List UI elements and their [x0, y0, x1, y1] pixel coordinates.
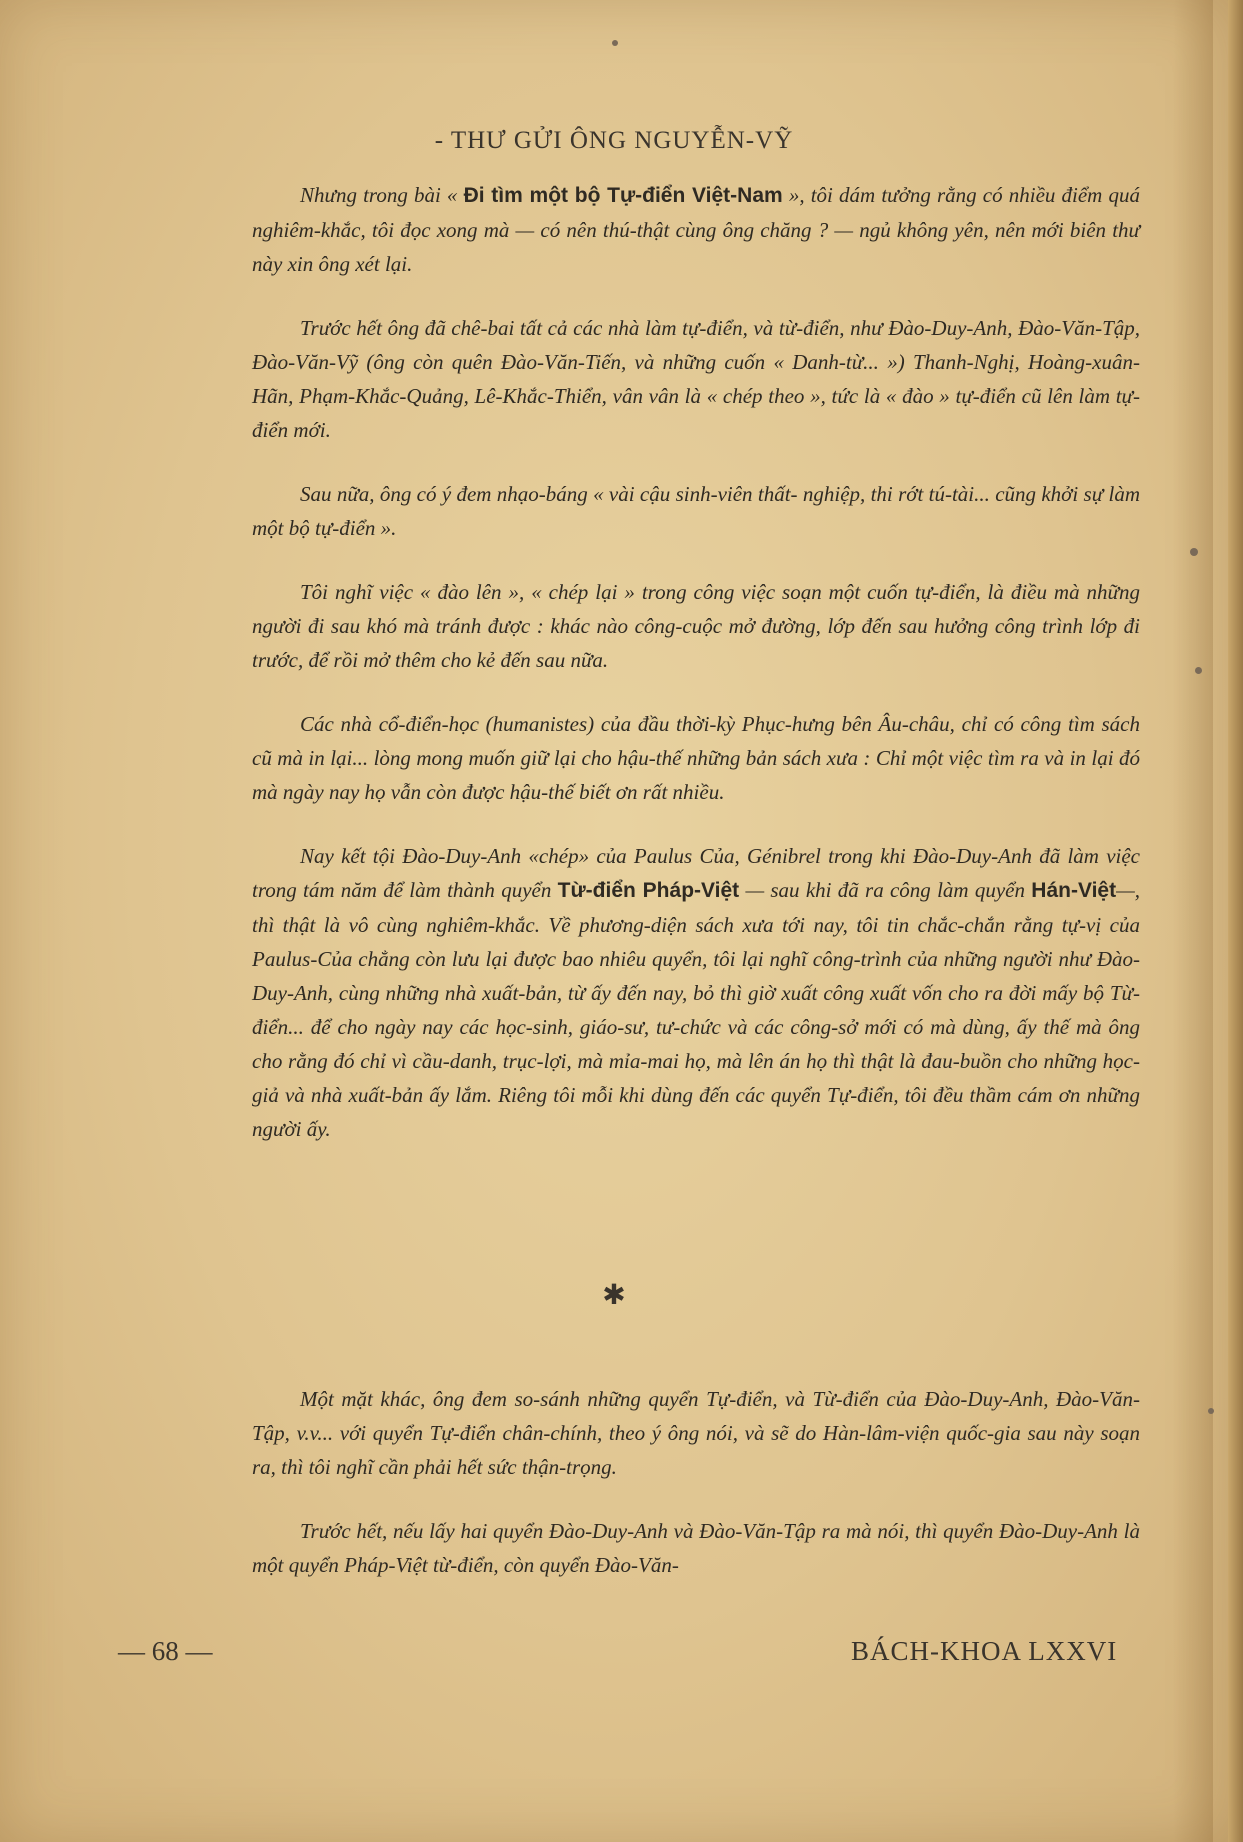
article-body-continued — [252, 1382, 1140, 1612]
paper-speck — [612, 40, 618, 46]
page-number: — 68 — — [118, 1636, 213, 1666]
section-separator: ✱ — [602, 1280, 626, 1311]
paper-speck — [1190, 548, 1198, 556]
paragraph-1: Nhưng trong bài « Đi tìm một bộ Tự-điển Việt-Nam », tôi dám tưởng rằng có nhiều điểm quá nghiêm-khắc, tôi đọc xong mà — có nên thú-thật cùng ông chăng ? — ngủ không yên, nên mới biên thư này xin ông xét lại. — [252, 183, 1140, 276]
paper-speck — [1208, 1408, 1214, 1414]
paragraph-7: Một mặt khác, ông đem so-sánh những quyển Tự-điển, và Từ-điển của Đào-Duy-Anh, Đào-Văn-Tập, v.v... với quyển Tự-điển chân-chính, theo ý ông nói, và sẽ do Hàn-lâm-viện quốc-gia sau này soạn ra, thì tôi nghĩ cần phải hết sức thận-trọng. — [252, 1387, 1140, 1479]
page-header: - THƯ GỬI ÔNG NGUYỄN-VỸ — [434, 127, 794, 154]
paragraph-3: Sau nữa, ông có ý đem nhạo-báng « vài cậu sinh-viên thất- nghiệp, thi rớt tú-tài... cũng khởi sự làm một bộ tự-điển ». — [252, 482, 1140, 540]
page-shadow — [1173, 0, 1213, 1842]
paragraph-4: Tôi nghĩ việc « đào lên », « chép lại » trong công việc soạn một cuốn tự-điển, là điều mà những người đi sau khó mà tránh được : khác nào công-cuộc mở đường, lớp đến sau hưởng công trình lớp đi trước, để rồi mở thêm cho kẻ đến sau nữa. — [252, 580, 1140, 672]
dictionary-title-ref: Hán-Việt — [1031, 879, 1117, 902]
paper-speck — [1195, 667, 1202, 674]
paragraph-5: Các nhà cổ-điển-học (humanistes) của đầu thời-kỳ Phục-hưng bên Âu-châu, chỉ có công tìm sách cũ mà in lại... lòng mong muốn giữ lại cho hậu-thế những bản sách xưa : Chỉ một việc tìm ra và in lại đó mà ngày nay họ vẫn còn được hậu-thế biết ơn rất nhiều. — [252, 712, 1140, 804]
paragraph-6: Nay kết tội Đào-Duy-Anh «chép» của Paulus Của, Génibrel trong khi Đào-Duy-Anh đã làm việc trong tám năm để làm thành quyển Từ-điển Pháp-Việt — sau khi đã ra công làm quyển Hán-Việt—, thì thật là vô cùng nghiêm-khắc. Về phương-diện sách xưa tới nay, tôi tin chắc-chắn rằng tự-vị của Paulus-Của chẳng còn lưu lại được bao nhiêu quyển, tôi lại nghĩ công-trình của những người như Đào-Duy-Anh, cùng những nhà xuất-bản, từ ấy đến nay, bỏ thì giờ xuất công xuất vốn cho ra đời mấy bộ Từ-điển... để cho ngày nay các học-sinh, giáo-sư, tư-chức và các công-sở mới có mà dùng, ấy thế mà ông cho rằng đó chỉ vì cầu-danh, trục-lợi, mà mỉa-mai họ, mà lên án họ thì thật là đau-buồn cho những học-giả và nhà xuất-bản ấy lắm. Riêng tôi mỗi khi dùng đến các quyển Tự-điển, tôi đều thầm cám ơn những người ấy. — [252, 844, 1141, 1141]
dictionary-title-ref: Từ-điển Pháp-Việt — [557, 879, 740, 902]
journal-name: BÁCH-KHOA LXXVI — [851, 1636, 1118, 1666]
page-edge — [1228, 0, 1243, 1842]
paragraph-8: Trước hết, nếu lấy hai quyển Đào-Duy-Anh và Đào-Văn-Tập ra mà nói, thì quyển Đào-Duy-Anh là một quyển Pháp-Việt từ-điển, còn quyển Đào-Văn- — [252, 1519, 1140, 1577]
article-body — [252, 178, 1140, 1176]
paragraph-2: Trước hết ông đã chê-bai tất cả các nhà làm tự-điển, và từ-điển, như Đào-Duy-Anh, Đào-Văn-Tập, Đào-Văn-Vỹ (ông còn quên Đào-Văn-Tiến, và những cuốn « Danh-từ... ») Thanh-Nghị, Hoàng-xuân-Hãn, Phạm-Khắc-Quảng, Lê-Khắc-Thiển, vân vân là « chép theo », tức là « đào » tự-điển cũ lên làm tự-điển mới. — [252, 316, 1140, 442]
article-title-ref: Đi tìm một bộ Tự-điển Việt-Nam — [463, 184, 783, 207]
